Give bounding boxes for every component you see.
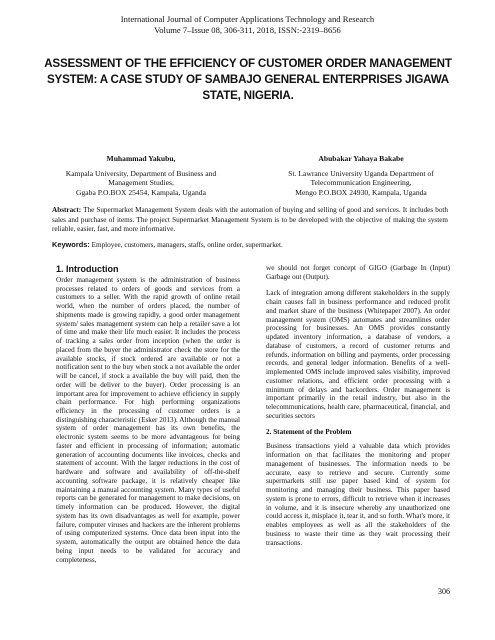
right-column [266, 264, 450, 547]
section-heading: 1. Introduction [56, 264, 119, 274]
section-heading: 2. Statement of the Problem [266, 428, 352, 437]
author-address: Mengo P.O.BOX 24930, Kampala, Uganda [295, 187, 427, 197]
left-column [56, 264, 240, 564]
author-name: Muhammad Yakubu, [106, 154, 176, 163]
keywords-label: Keywords: [52, 240, 90, 249]
keywords [52, 240, 448, 251]
author-2 [266, 154, 456, 197]
journal-volume: Volume 7–Issue 08, 306-311, 2018, ISSN:-2319–8656 [154, 25, 341, 35]
paragraph: we should not forget concept of GIGO (Garbage In (Input) Garbage out (Output). [266, 264, 450, 281]
abstract-text: The Supermarket Management System deals with the automation of buying and selling of good and services. It includes both sales and purchase of items. The project Supermarket Management System is to be developed with the objective of making the system reliable, easier, fast, and more informative. [52, 206, 448, 234]
author-affiliation: Management Studies, [108, 178, 174, 188]
abstract [52, 206, 448, 235]
keywords-text: Employee, customers, managers, staffs, online order, supermarket. [89, 241, 283, 249]
paragraph: Order management system is the administration of business processes related to orders of goods and services from a customers to a seller. With the rapid growth of online retail world, when the number of orders placed, the number of shipments made is growing rapidly, a good order management system/ sales management system can help a retailer save a lot of time and make their life much easier. It includes the process of tracking a sales order from inception (when the order is placed from the buyer the administrator check the store for the available stocks, if stock ordered are available or not a notification sent to the buy when stock a not available the order will be cancel, if stock a available the buy will paid, then the order will be deliver to the buyer). Order processing is an important area for improvement to achieve efficiency in supply chain performance. For high performing organizations efficiency in the processing of customer orders is a distinguishing characteristic (Esker 2013). Although the manual system of order management has its own benefits, the electronic system seems to be more advantageous for being faster and efficient in processing of information; automatic generation of accounting documents like invoices, checks and statement of account. With the larger reductions in the cost of hardware and software and availability of off-the-shelf accounting software package, it is relatively cheaper like maintaining a manual accounting system. Many types of useful reports can be generated for management to make decisions, on timely information can be produced. However, the digital system has its own disadvantages as well for example, power failure, computer viruses and hackers are the inherent problems of using computerized systems. Once data been input into the system, automatically the output are obtained hence the data being input needs to be validated for accuracy and completeness, [56, 276, 240, 564]
abstract-label: Abstract: [52, 206, 82, 214]
paper-title: ASSESSMENT OF THE EFFICIENCY OF CUSTOMER ORDER MANAGEMENT SYSTEM: A CASE STUDY OF SAMBAJO GENERAL ENTERPRISES JIGAWA STATE, NIGERIA. [44, 57, 452, 102]
author-address: Ggaba P.O.BOX 25454, Kampala, Uganda [76, 187, 206, 197]
author-affiliation: Telecommunication Engineering, [310, 178, 412, 188]
author-name: Abubakar Yahaya Bakabe [318, 154, 404, 163]
author-block [46, 154, 456, 197]
paragraph: Lack of integration among different stakeholders in the supply chain causes fall in business performance and reduced profit and market share of the business (Whitepaper 2007). An order management system (OMS) automates and streamlines order processing for businesses. An OMS provides constantly updated inventory information, a database of vendors, a database of customers, a record of customer returns and refunds, information on billing and payments, order processing records, and general ledger information. Benefits of a well-implemented OMS include improved sales visibility, improved customer relations, and efficient order processing with a minimum of delays and backorders. Order management is important primarily in the retail industry, but also in the telecommunications, health care, pharmaceutical, financial, and securities sectors [266, 289, 450, 420]
journal-name: International Journal of Computer Applications Technology and Research [120, 14, 375, 24]
author-affiliation: St. Lawrance University Uganda Department of [288, 168, 434, 178]
journal-header [0, 14, 495, 36]
page-number: 306 [438, 587, 450, 596]
author-1 [46, 154, 236, 197]
author-affiliation: Kampala University, Department of Business and [65, 168, 217, 178]
paragraph: Business transactions yield a valuable data which provides information on that facilitates the monitoring and proper management of businesses. The information needs to be accurate, easy to retrieve and secure. Currently some supermarkets still use paper based kind of system for monitoring and managing their business. This paper based system is prone to errors, difficult to retrieve when it increases in volume, and it is insecure whereby any unauthorized one could access it, misplace it, tear it, and so forth. What's more, it enables employees as well as all the stakeholders of the business to waste their time as they wait processing their transactions. [266, 442, 450, 547]
